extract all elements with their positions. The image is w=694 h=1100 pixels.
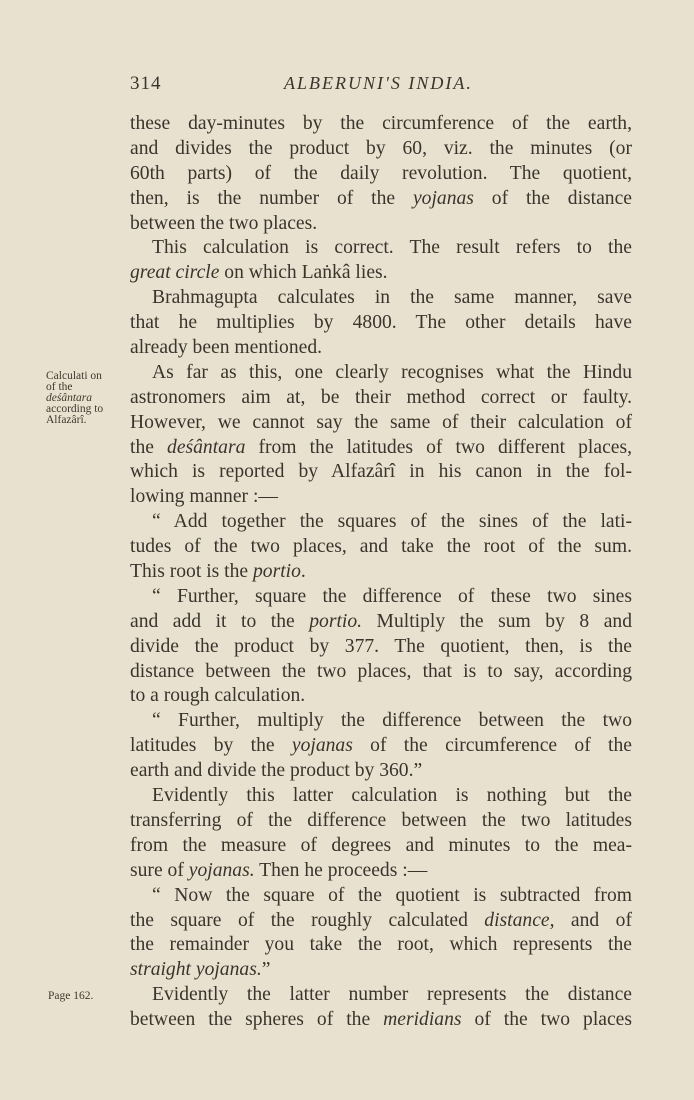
text-line: astronomers aim at, be their method correct or faulty. — [130, 386, 632, 408]
text-line: and add it to the portio. Multiply the sum by 8 and — [130, 610, 633, 632]
text-line: Brahmagupta calculates in the same manner, save — [152, 287, 632, 309]
italic-term: portio. — [309, 610, 363, 632]
text-line: these day-minutes by the circumference of the earth, — [130, 113, 632, 134]
text-line: straight yojanas.” — [130, 959, 271, 981]
margin-note-term: deśântara — [46, 392, 92, 404]
text-line: “ Further, multiply the difference between the two — [152, 710, 632, 732]
margin-note-line: according to — [46, 403, 104, 415]
italic-term: straight yojanas. — [130, 959, 262, 981]
italic-term: great circle — [130, 262, 220, 284]
text-line: the deśântara from the latitudes of two different places, — [130, 436, 632, 458]
margin-note-line: Calculati on — [46, 370, 102, 382]
italic-term: deśântara — [167, 436, 246, 458]
text-line: This root is the portio. — [130, 561, 306, 583]
text-line: tudes of the two places, and take the root of the sum. — [130, 536, 632, 558]
text-line: “ Now the square of the quotient is subtracted from — [152, 884, 632, 906]
text-line: Evidently the latter number represents the distance — [152, 984, 632, 1006]
text-line: to a rough calculation. — [130, 685, 306, 707]
margin-note-calculation — [46, 371, 103, 426]
text-line: the remainder you take the root, which represents the — [130, 934, 632, 956]
italic-term: yojanas — [291, 735, 353, 757]
italic-term: yojanas. — [188, 859, 255, 881]
text-line: However, we cannot say the same of their calculation of — [130, 411, 632, 433]
text-line: latitudes by the yojanas of the circumference of the — [130, 735, 632, 757]
text-line: transferring of the difference between the two latitudes — [130, 809, 632, 831]
italic-term: meridians — [383, 1009, 462, 1031]
text-line: lowing manner :— — [130, 486, 279, 508]
running-title: ALBERUNI'S INDIA. — [284, 73, 473, 93]
text-line: from the measure of degrees and minutes to the mea- — [130, 834, 632, 856]
text-line: the square of the roughly calculated distance, and of — [130, 909, 632, 931]
italic-term: portio — [253, 561, 301, 583]
text-line: between the spheres of the meridians of the two places — [130, 1009, 633, 1031]
text-line: great circle on which Laṅkâ lies. — [130, 262, 388, 284]
text-line: As far as this, one clearly recognises what the Hindu — [152, 361, 632, 383]
text-line: then, is the number of the yojanas of the distance — [130, 187, 632, 209]
text-line: which is reported by Alfazârî in his canon in the fol- — [130, 461, 632, 483]
text-line: This calculation is correct. The result refers to the — [152, 237, 632, 259]
page-number: 314 — [130, 73, 162, 94]
text-line: distance between the two places, that is to say, according — [130, 660, 632, 682]
margin-note-line: of the — [46, 381, 73, 393]
text-line: earth and divide the product by 360.” — [130, 760, 423, 782]
text-line: divide the product by 377. The quotient, then, is the — [130, 635, 632, 657]
text-line: already been mentioned. — [130, 337, 323, 359]
text-line: “ Further, square the difference of these two sines — [152, 585, 632, 607]
text-line: 60th parts) of the daily revolution. The quotient, — [130, 162, 632, 184]
text-line: that he multiplies by 4800. The other details have — [130, 312, 632, 334]
text-line: between the two places. — [130, 212, 318, 234]
margin-note-line: Alfazârî. — [46, 414, 87, 426]
text-line: sure of yojanas. Then he proceeds :— — [130, 859, 428, 881]
body-text — [130, 112, 632, 1033]
text-line: Evidently this latter calculation is nothing but the — [152, 785, 632, 807]
italic-term: yojanas — [412, 187, 474, 209]
text-line: and divides the product by 60, viz. the minutes (or — [130, 137, 632, 159]
italic-term: distance, — [484, 909, 555, 931]
margin-page-reference: Page 162. — [48, 990, 94, 1002]
text-line: “ Add together the squares of the sines of the lati- — [152, 511, 632, 533]
page-header — [0, 73, 694, 97]
